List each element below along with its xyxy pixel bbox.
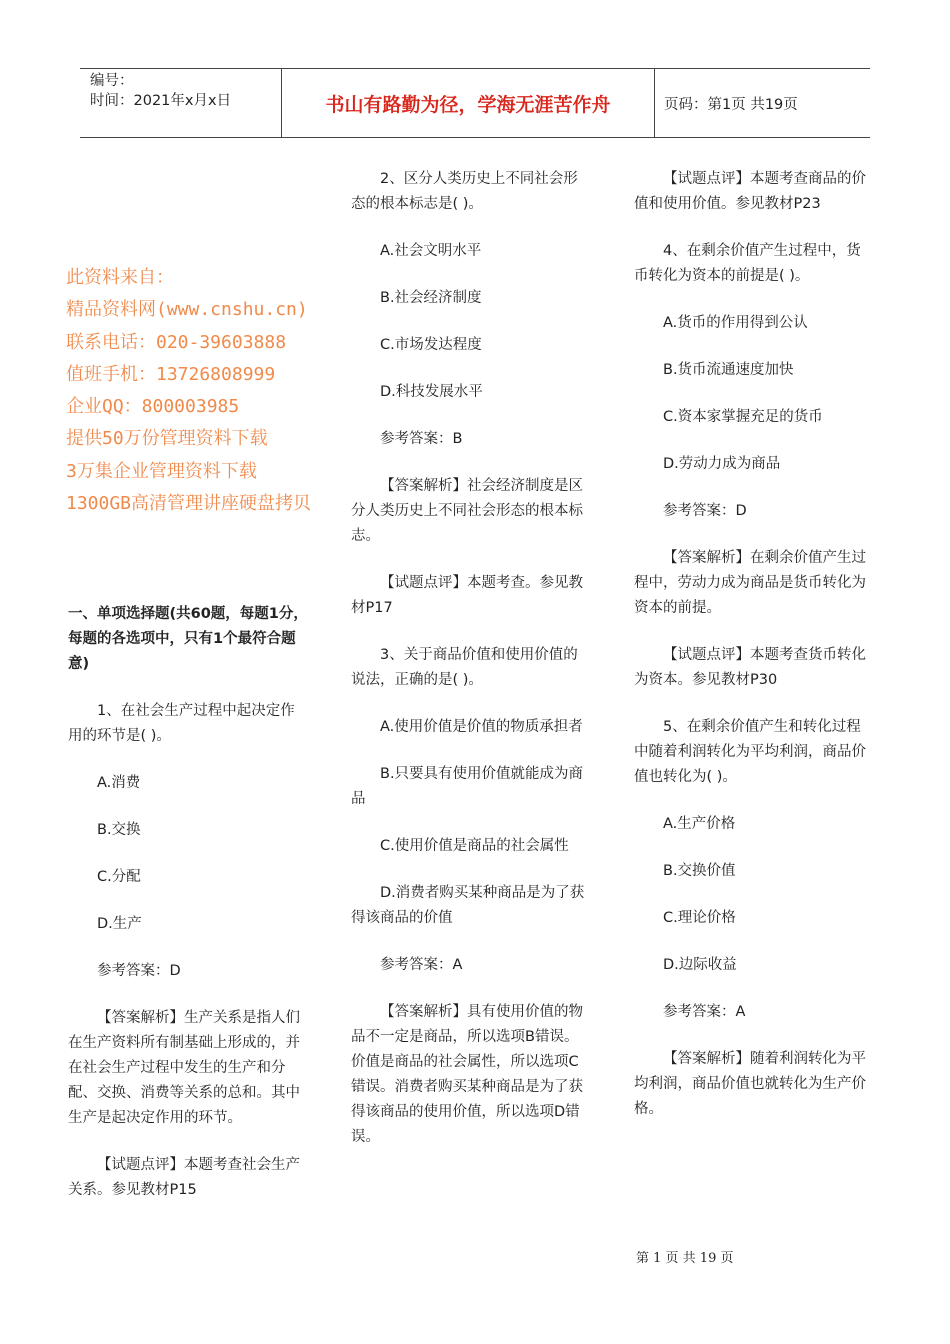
option: A.生产价格 (663, 816, 736, 832)
answer-analysis: 【答案解析】随着利润转化为平均利润，商品价值也就转化为生产价格。 (634, 1051, 866, 1117)
promo-line: 值班手机：13726808999 (66, 363, 276, 385)
option: D.消费者购买某种商品是为了获得该商品的价值 (351, 885, 585, 926)
option: D.生产 (97, 916, 142, 932)
header-motto: 书山有路勤为径，学海无涯苦作舟 (325, 93, 611, 116)
question-review: 【试题点评】本题考查社会生产关系。参见教材P15 (68, 1157, 300, 1198)
promo-block (66, 262, 378, 520)
answer: 参考答案：D (97, 963, 181, 979)
option: C.市场发达程度 (380, 337, 482, 353)
answer-analysis: 【答案解析】具有使用价值的物品不一定是商品，所以选项B错误。价值是商品的社会属性，所以选项C错误。消费者购买某种商品是为了获得该商品的使用价值，所以选项D错误。 (351, 1004, 583, 1145)
option: C.使用价值是商品的社会属性 (380, 838, 569, 854)
header-meta (90, 71, 280, 111)
promo-line: 精品资料网(www.cnshu.cn) (66, 299, 308, 321)
promo-line: 1300GB高清管理讲座硬盘拷贝 (66, 493, 312, 515)
question-4: 4、在剩余价值产生过程中，货币转化为资本的前提是( )。 (634, 243, 861, 284)
option: A.消费 (97, 775, 141, 791)
question-review: 【试题点评】本题考查。参见教材P17 (351, 575, 583, 616)
option: B.货币流通速度加快 (663, 362, 794, 378)
option: D.边际收益 (663, 957, 737, 973)
promo-line: 3万集企业管理资料下载 (66, 460, 257, 482)
question-2: 2、区分人类历史上不同社会形态的根本标志是( )。 (351, 171, 578, 212)
option: A.货币的作用得到公认 (663, 315, 808, 331)
column-3 (634, 167, 874, 1144)
question-1: 1、在社会生产过程中起决定作用的环节是( )。 (68, 703, 295, 744)
header-divider (654, 69, 655, 137)
answer-analysis: 【答案解析】社会经济制度是区分人类历史上不同社会形态的根本标志。 (351, 478, 583, 544)
answer: 参考答案：A (663, 1004, 746, 1020)
date-label: 时间：2021年x月x日 (90, 93, 232, 109)
option: C.理论价格 (663, 910, 736, 926)
option: C.分配 (97, 869, 141, 885)
question-3: 3、关于商品价值和使用价值的说法，正确的是( )。 (351, 647, 578, 688)
answer-analysis: 【答案解析】生产关系是指人们在生产资料所有制基础上形成的，并在社会生产过程中发生的生产和分配、交换、消费等关系的总和。其中生产是起决定作用的环节。 (68, 1010, 300, 1126)
promo-line: 提供50万份管理资料下载 (66, 428, 268, 450)
answer: 参考答案：A (380, 957, 463, 973)
answer: 参考答案：D (663, 503, 747, 519)
question-review: 【试题点评】本题考查商品的价值和使用价值。参见教材P23 (634, 171, 866, 212)
option: A.使用价值是价值的物质承担者 (380, 719, 583, 735)
question-review: 【试题点评】本题考查货币转化为资本。参见教材P30 (634, 647, 866, 688)
answer: 参考答案：B (380, 431, 463, 447)
column-1 (68, 602, 308, 1225)
header-page-number: 页码：第1页 共19页 (664, 96, 798, 113)
option: A.社会文明水平 (380, 243, 482, 259)
option: B.只要具有使用价值就能成为商品 (351, 766, 584, 807)
option: B.交换价值 (663, 863, 736, 879)
page-footer: 第 1 页 共 19 页 (636, 1251, 734, 1266)
promo-line: 此资料来自： (66, 267, 174, 288)
option: D.科技发展水平 (380, 384, 483, 400)
page-header (80, 68, 870, 138)
option: D.劳动力成为商品 (663, 456, 781, 472)
option: C.资本家掌握充足的货币 (663, 409, 823, 425)
answer-analysis: 【答案解析】在剩余价值产生过程中，劳动力成为商品是货币转化为资本的前提。 (634, 550, 866, 616)
promo-line: 企业QQ：800003985 (66, 396, 240, 418)
question-5: 5、在剩余价值产生和转化过程中随着利润转化为平均利润，商品价值也转化为( )。 (634, 719, 866, 785)
section-title: 一、单项选择题(共60题，每题1分，每题的各选项中，只有1个最符合题意) (68, 606, 308, 672)
code-label: 编号： (90, 73, 134, 89)
column-2 (351, 167, 591, 1172)
option: B.社会经济制度 (380, 290, 482, 306)
promo-line: 联系电话：020-39603888 (66, 331, 287, 353)
option: B.交换 (97, 822, 141, 838)
